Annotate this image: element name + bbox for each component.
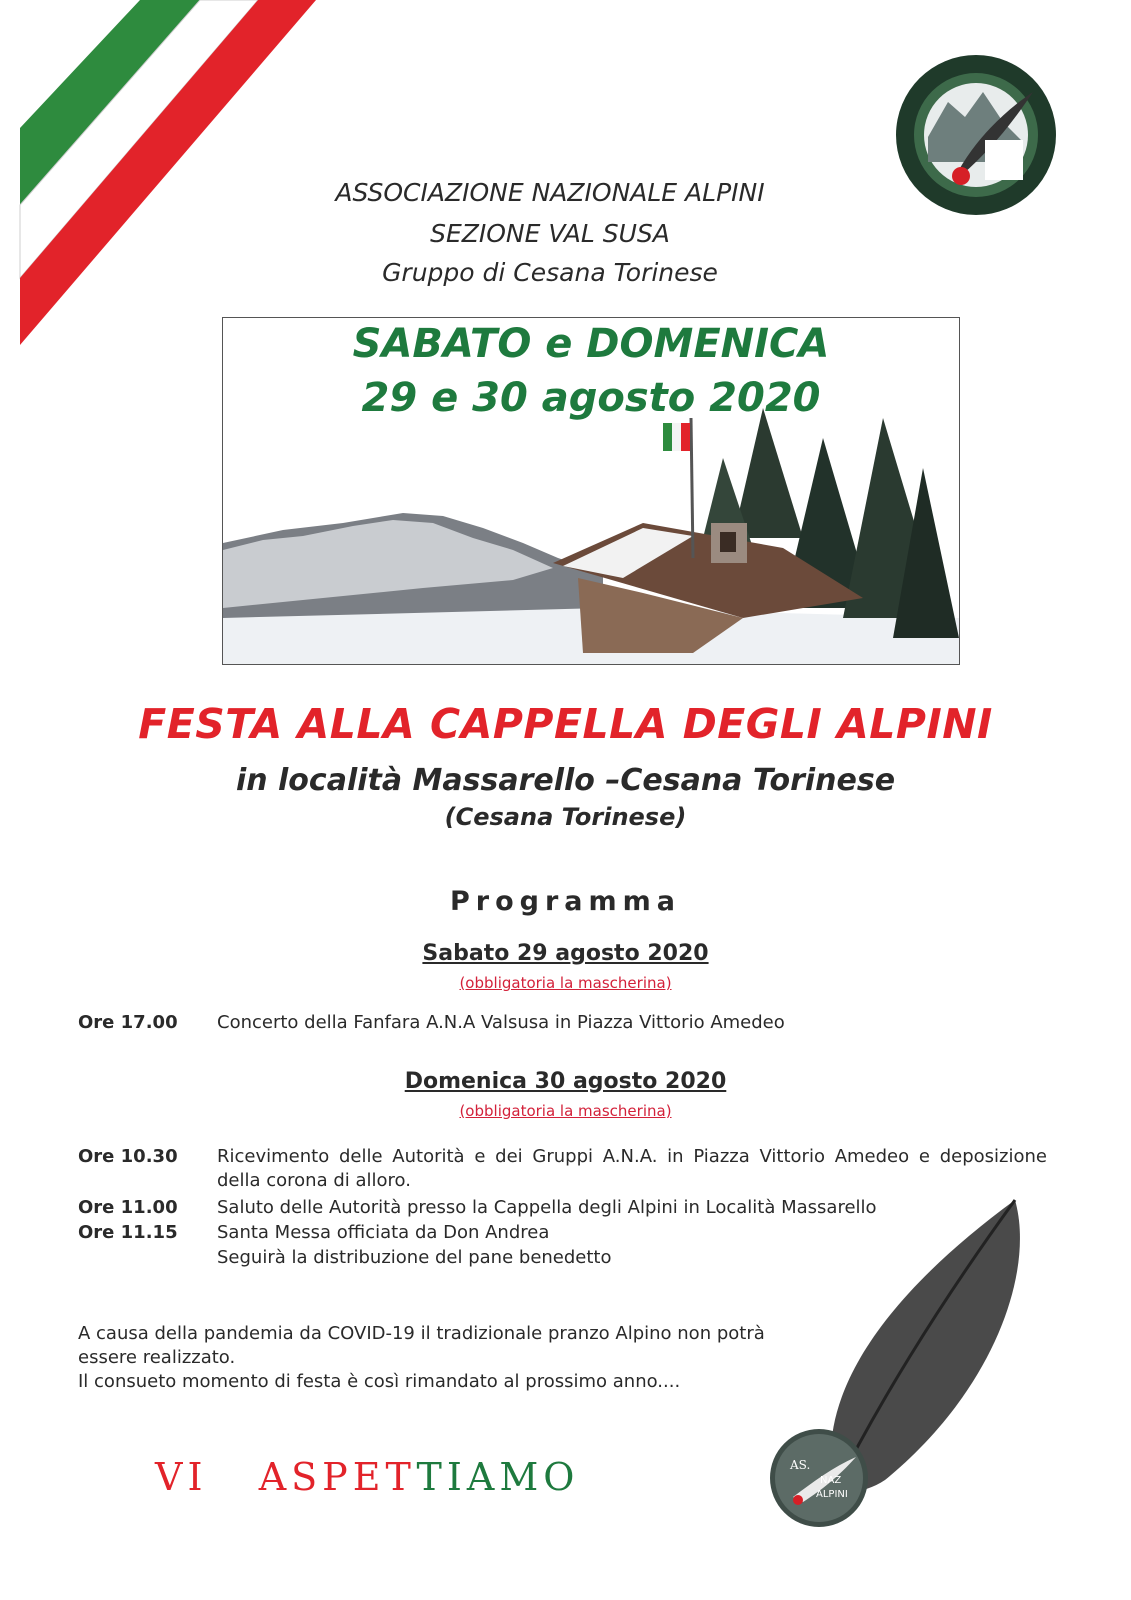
program-item: Ricevimento delle Autorità e dei Gruppi A.N.A. in Piazza Vittorio Amedeo e deposizione della corona di alloro. <box>217 1146 1047 1191</box>
italian-flag-stripes-icon <box>0 0 320 360</box>
greeting <box>155 1455 579 1499</box>
covid-notice <box>78 1322 838 1394</box>
ana-badge-icon <box>768 1427 870 1529</box>
covid-notice-line: A causa della pandemia da COVID-19 il tradizionale pranzo Alpino non potrà <box>78 1323 765 1344</box>
event-location-sub: (Cesana Torinese) <box>444 803 687 831</box>
group-name: Gruppo di Cesana Torinese <box>382 258 718 287</box>
covid-notice-line: Il consueto momento di festa è così rimandato al prossimo anno.... <box>78 1371 681 1392</box>
mask-note-saturday: (obbligatoria la mascherina) <box>459 974 672 992</box>
banner-title-date: 29 e 30 agosto 2020 <box>361 375 821 421</box>
covid-notice-line: essere realizzato. <box>78 1347 236 1368</box>
svg-text:ALPINI: ALPINI <box>816 1489 848 1500</box>
ana-emblem-icon <box>893 52 1059 218</box>
program-time: Ore 11.15 <box>78 1222 178 1243</box>
section-name: SEZIONE VAL SUSA <box>430 219 670 248</box>
program-item: Seguirà la distribuzione del pane benedetto <box>217 1247 612 1268</box>
day-title-saturday: Sabato 29 agosto 2020 <box>422 941 709 966</box>
greeting-word: VI <box>155 1455 208 1499</box>
svg-text:NAZ: NAZ <box>820 1475 842 1486</box>
program-item: Saluto delle Autorità presso la Cappella degli Alpini in Località Massarello <box>217 1197 877 1218</box>
program-time: Ore 11.00 <box>78 1197 178 1218</box>
banner-title-days: SABATO e DOMENICA <box>352 321 830 367</box>
program-time: Ore 10.30 <box>78 1146 178 1167</box>
program-time: Ore 17.00 <box>78 1012 178 1033</box>
program-heading: Programma <box>449 886 681 917</box>
program-item: Santa Messa officiata da Don Andrea <box>217 1222 550 1243</box>
event-title: FESTA ALLA CAPPELLA DEGLI ALPINI <box>138 700 993 748</box>
event-location: in località Massarello –Cesana Torinese <box>235 763 896 798</box>
association-name: ASSOCIAZIONE NAZIONALE ALPINI <box>335 178 765 207</box>
svg-text:AS.: AS. <box>790 1458 811 1472</box>
program-item: Concerto della Fanfara A.N.A Valsusa in Piazza Vittorio Amedeo <box>217 1012 785 1033</box>
chapel-photo-banner <box>222 317 960 665</box>
greeting-word: ASPETTIAMO <box>258 1455 580 1499</box>
mask-note-sunday: (obbligatoria la mascherina) <box>459 1102 672 1120</box>
day-title-sunday: Domenica 30 agosto 2020 <box>404 1069 727 1094</box>
